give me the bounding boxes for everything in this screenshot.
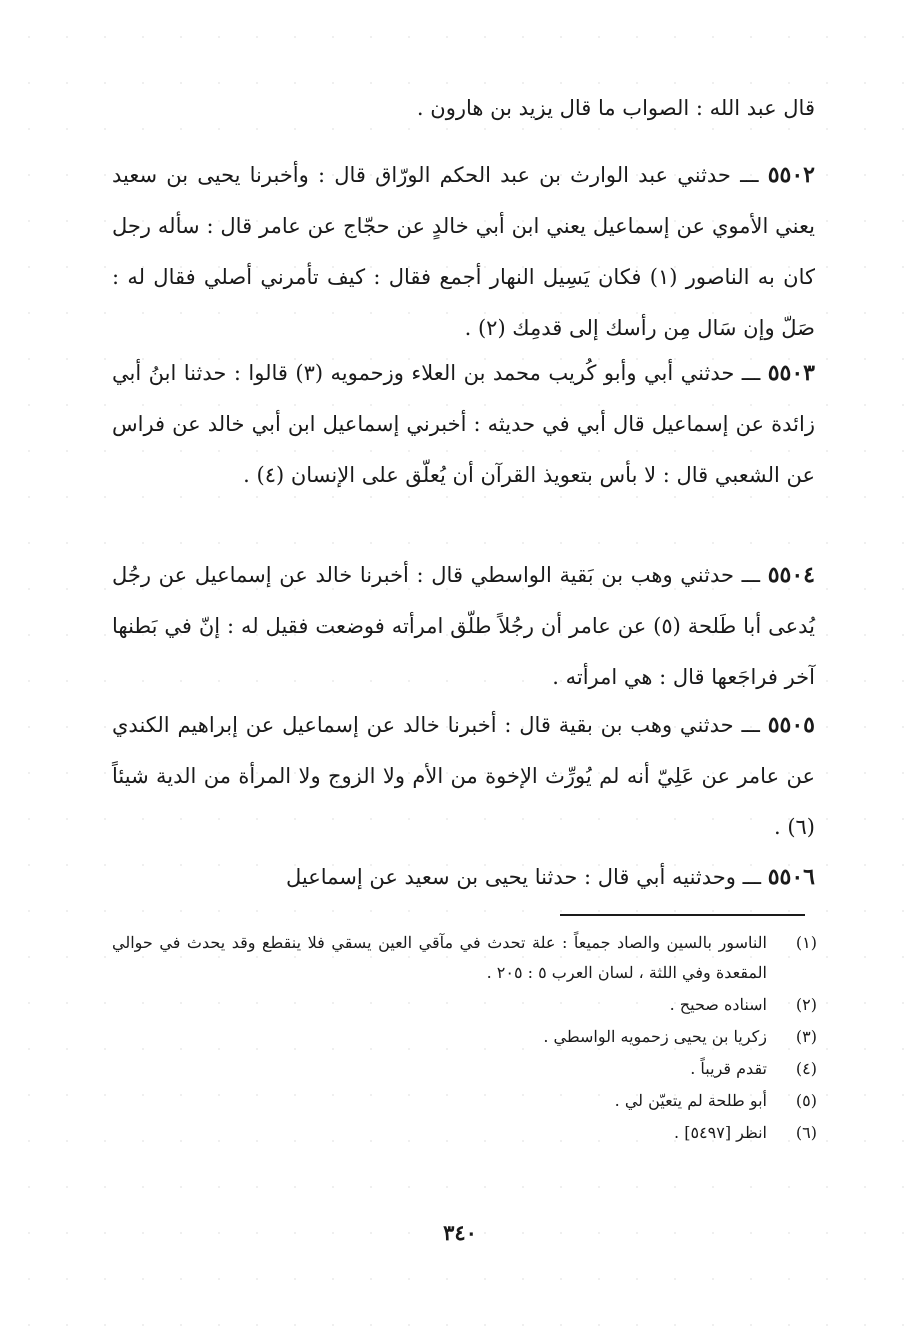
- hadith-5505: [112, 700, 815, 853]
- hadith-text: ـــ حدثني أبي وأبو كُريب محمد بن العلاء وزحمويه (٣) قالوا : حدثنا ابنُ أبي زائدة عن إسماعيل قال أبي في حديثه : أخبرني إسماعيل ابن أبي خالد عن فراس عن الشعبي قال : لا بأس بتعويذ القرآن أن يُعلّق على الإنسان (٤) .: [112, 361, 815, 487]
- hadith-5502: [112, 150, 815, 354]
- hadith-5504: [112, 550, 815, 703]
- footnote-text: تقدم قريباً .: [690, 1059, 767, 1078]
- page-number: ٣٤٠: [443, 1220, 477, 1245]
- hadith-number: ٥٥٠٢: [767, 162, 815, 188]
- footnote-number: (٦): [795, 1123, 817, 1142]
- hadith-5503: [112, 348, 815, 501]
- footnote-divider: [560, 914, 805, 916]
- hadith-number: ٥٥٠٤: [767, 562, 815, 588]
- footnote-item: [112, 1086, 817, 1116]
- hadith-text: ـــ حدثني وهب بن بَقية الواسطي قال : أخبرنا خالد عن إسماعيل عن رجُل يُدعى أبا طَلحة (٥) عن عامر أن رجُلاً طلّق امرأته فوضعت فقيل له : إنّ في بَطنها آخر فراجَعها قال : هي امرأته .: [112, 563, 815, 689]
- footnote-item: [112, 1022, 817, 1052]
- footnote-item: [112, 928, 817, 988]
- footnote-number: (٥): [795, 1091, 817, 1110]
- footnote-item: [112, 1118, 817, 1148]
- footnote-text: زكريا بن يحيى زحمويه الواسطي .: [543, 1027, 767, 1046]
- hadith-5506: [112, 852, 815, 903]
- hadith-text: ـــ وحدثنيه أبي قال : حدثنا يحيى بن سعيد عن إسماعيل: [285, 865, 762, 889]
- footnote-number: (٢): [795, 995, 817, 1014]
- opening-line: قال عبد الله : الصواب ما قال يزيد بن هارون .: [416, 96, 815, 120]
- footnote-item: [112, 1054, 817, 1084]
- footnote-text: أبو طلحة لم يتعيّن لي .: [614, 1091, 767, 1110]
- hadith-number: ٥٥٠٥: [767, 712, 815, 738]
- hadith-text: ـــ حدثني عبد الوارث بن عبد الحكم الورّاق قال : وأخبرنا يحيى بن سعيد يعني الأموي عن إسماعيل يعني ابن أبي خالدٍ عن حجّاج عن عامر قال : سأله رجل كان به الناصور (١) فكان يَسِيل النهار أجمع فقال : كيف تأمرني أصلي فقال له : صَلّ وإن سَال مِن رأسك إلى قدمِك (٢) .: [112, 163, 815, 340]
- footnote-number: (١): [795, 933, 817, 952]
- footnote-text: الناسور بالسين والصاد جميعاً : علة تحدث في مآقي العين يسقي فلا ينقطع وقد يحدث في حوالي المقعدة وفي اللثة ، لسان العرب ٥ : ٢٠٥ .: [112, 933, 767, 982]
- hadith-number: ٥٥٠٦: [767, 864, 815, 890]
- footnote-number: (٣): [795, 1027, 817, 1046]
- hadith-text: ـــ حدثني وهب بن بقية قال : أخبرنا خالد عن إسماعيل عن إبراهيم الكندي عن عامر عن عَلِيّ أنه لم يُورِّث الإخوة من الأم ولا الزوج ولا المرأة من الدية شيئاً (٦) .: [112, 713, 815, 839]
- hadith-number: ٥٥٠٣: [767, 360, 815, 386]
- footnote-number: (٤): [795, 1059, 817, 1078]
- footnote-text: انظر [٥٤٩٧] .: [674, 1123, 767, 1142]
- footnote-item: [112, 990, 817, 1020]
- footnote-text: اسناده صحيح .: [669, 995, 767, 1014]
- footnotes: [112, 928, 817, 1150]
